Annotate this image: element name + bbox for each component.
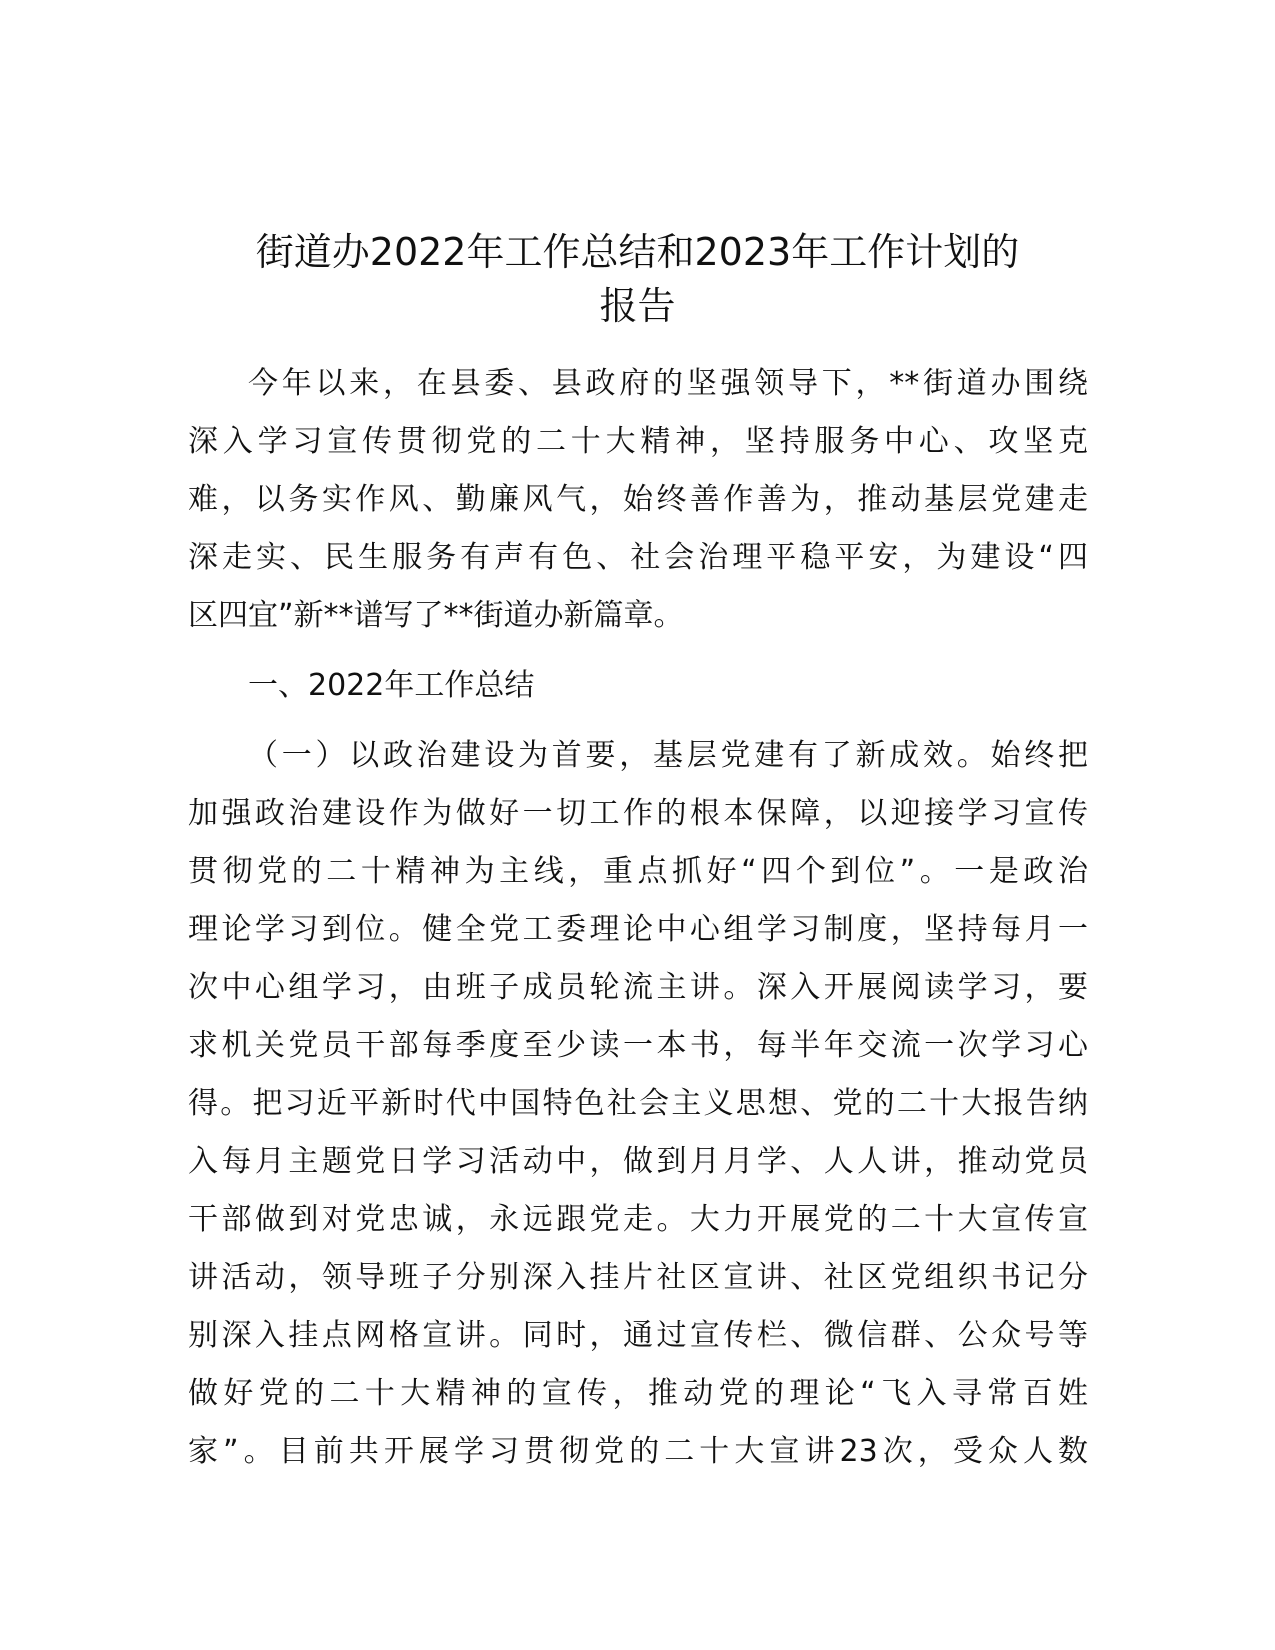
title-line-2: 报告 — [599, 284, 676, 328]
section-line: 得。把习近平新时代中国特色社会主义思想、党的二十大报告纳 — [188, 1086, 1088, 1121]
section-line: 求机关党员干部每季度至少读一本书，每半年交流一次学习心 — [188, 1028, 1088, 1063]
document-title — [150, 225, 1125, 333]
section-line: 讲活动，领导班子分别深入挂片社区宣讲、社区党组织书记分 — [188, 1260, 1088, 1295]
intro-paragraph — [188, 355, 1088, 645]
section-line: 家”。目前共开展学习贯彻党的二十大宣讲23次，受众人数 — [188, 1434, 1088, 1469]
intro-line: 区四宜”新**谱写了**街道办新篇章。 — [188, 598, 684, 633]
section-line: 次中心组学习，由班子成员轮流主讲。深入开展阅读学习，要 — [188, 970, 1088, 1005]
title-line-1: 街道办2022年工作总结和2023年工作计划的 — [255, 230, 1020, 274]
intro-line: 深走实、民生服务有声有色、社会治理平稳平安，为建设“四 — [188, 540, 1088, 575]
section-line: 干部做到对党忠诚，永远跟党走。大力开展党的二十大宣传宣 — [188, 1202, 1088, 1237]
intro-line: 深入学习宣传贯彻党的二十大精神，坚持服务中心、攻坚克 — [188, 424, 1088, 459]
section-heading — [188, 657, 1088, 715]
section-line: 做好党的二十大精神的宣传，推动党的理论“飞入寻常百姓 — [188, 1376, 1088, 1411]
section-line: （一）以政治建设为首要，基层党建有了新成效。始终把 — [248, 738, 1088, 773]
section-line: 入每月主题党日学习活动中，做到月月学、人人讲，推动党员 — [188, 1144, 1088, 1179]
section-paragraph — [188, 727, 1088, 1481]
section-heading-text: 一、2022年工作总结 — [248, 668, 535, 703]
intro-line: 今年以来，在县委、县政府的坚强领导下，**街道办围绕 — [248, 366, 1088, 401]
section-line: 贯彻党的二十精神为主线，重点抓好“四个到位”。一是政治 — [188, 854, 1088, 889]
document-body — [188, 355, 1088, 1493]
section-line: 理论学习到位。健全党工委理论中心组学习制度，坚持每月一 — [188, 912, 1088, 947]
section-line: 加强政治建设作为做好一切工作的根本保障，以迎接学习宣传 — [188, 796, 1088, 831]
intro-line: 难，以务实作风、勤廉风气，始终善作善为，推动基层党建走 — [188, 482, 1088, 517]
section-line: 别深入挂点网格宣讲。同时，通过宣传栏、微信群、公众号等 — [188, 1318, 1088, 1353]
